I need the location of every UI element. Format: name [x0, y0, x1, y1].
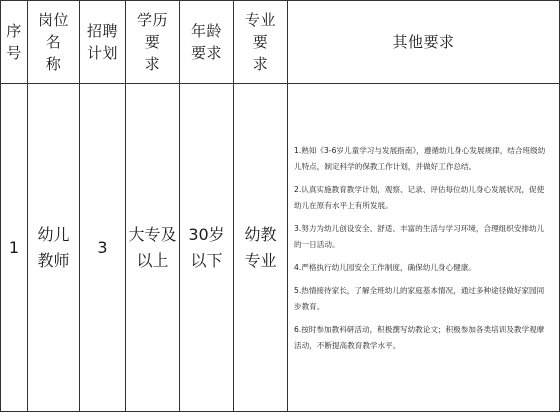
header-quota-line-2: 计划 — [86, 44, 118, 62]
row-position-line-1: 幼儿 — [37, 224, 70, 244]
row-major-line-2: 专业 — [244, 250, 277, 270]
header-quota-line-1: 招聘 — [86, 22, 118, 40]
row-education-line-1: 大专及 — [128, 224, 177, 244]
requirement-item-4: 4.严格执行幼儿园安全工作制度，确保幼儿身心健康。 — [294, 263, 476, 272]
requirement-item-6: 6.按时参加教科研活动，积极撰写幼教论文；积极参加各类培训及教学观摩活动，不断提高教育教学水平。 — [294, 325, 545, 350]
header-major-line-3: 求 — [252, 55, 269, 73]
row-education-line-2: 以上 — [136, 250, 169, 270]
header-position-line-3: 称 — [45, 55, 62, 73]
row-index: 1 — [1, 84, 28, 412]
header-major — [234, 1, 288, 84]
requirement-item-5: 5.热情接待家长，了解全班幼儿的家庭基本情况，通过多种途径做好家园同步教育。 — [294, 286, 545, 311]
header-education-line-3: 求 — [144, 55, 161, 73]
header-index-line-1: 序 — [6, 22, 22, 40]
header-age-line-2: 要求 — [190, 44, 222, 62]
row-position-line-2: 教师 — [37, 250, 70, 270]
header-age — [180, 1, 234, 84]
header-quota — [80, 1, 126, 84]
header-major-line-2: 要 — [252, 33, 269, 51]
header-education-line-2: 要 — [144, 33, 161, 51]
header-education — [126, 1, 180, 84]
row-position — [28, 84, 80, 412]
row-major — [234, 84, 288, 412]
header-position — [28, 1, 80, 84]
row-quota: 3 — [80, 84, 126, 412]
row-age-line-1: 30岁 — [188, 224, 225, 244]
header-position-line-1: 岗位 — [37, 11, 69, 29]
row-other-requirements — [288, 84, 560, 412]
requirement-item-2: 2.认真实施教育教学计划，观察、记录、评估每位幼儿身心发展状况，促使幼儿在原有水平上有所发展。 — [294, 185, 545, 210]
row-major-line-1: 幼教 — [244, 224, 277, 244]
row-age-line-2: 以下 — [190, 250, 223, 270]
header-other-requirements: 其他要求 — [288, 1, 560, 84]
header-position-line-2: 名 — [45, 33, 62, 51]
data-row — [1, 84, 560, 412]
header-education-line-1: 学历 — [136, 11, 168, 29]
requirement-item-1: 1.熟知《3-6岁儿童学习与发展指南》，遵循幼儿身心发展规律，结合班级幼儿特点，制定科学的保教工作计划，并做好工作总结。 — [294, 146, 546, 171]
row-age — [180, 84, 234, 412]
header-index-line-2: 号 — [6, 44, 22, 62]
requirement-item-3: 3.努力为幼儿创设安全、舒适、丰富的生活与学习环境，合理组织安排幼儿的一日活动。 — [294, 224, 545, 249]
row-education — [126, 84, 180, 412]
header-age-line-1: 年龄 — [190, 22, 222, 40]
header-major-line-1: 专业 — [244, 11, 276, 29]
header-index — [1, 1, 28, 84]
header-row — [1, 1, 560, 84]
